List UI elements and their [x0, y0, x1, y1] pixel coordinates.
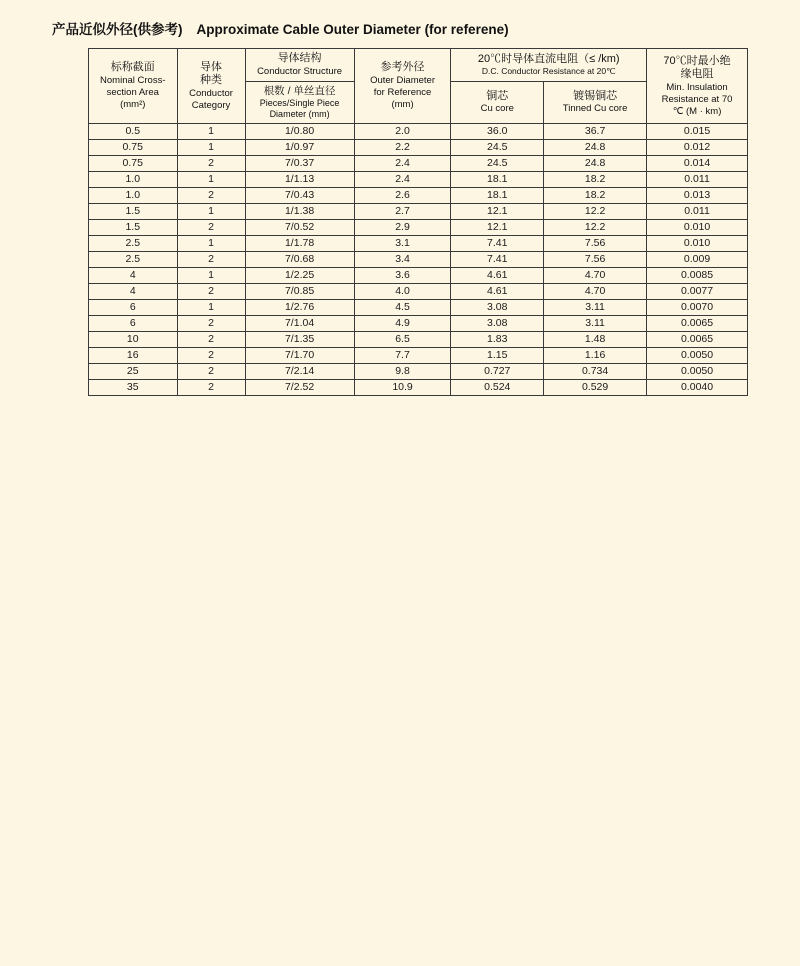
- cell-conductor-structure: 1/2.25: [245, 268, 354, 284]
- cell-cu-core-resistance: 36.0: [451, 124, 544, 140]
- cell-tinned-cu-core-resistance: 1.16: [544, 348, 647, 364]
- cell-tinned-cu-core-resistance: 24.8: [544, 140, 647, 156]
- header-min-insulation-resistance-unit: ℃ (M · km): [672, 105, 722, 117]
- table-row: [89, 172, 748, 188]
- table-row: [89, 316, 748, 332]
- header-min-insulation-resistance-cn2: 缘电阻: [680, 68, 714, 81]
- table-row: [89, 124, 748, 140]
- header-pieces-diameter-en1: Pieces/Single Piece: [259, 97, 340, 108]
- header-min-insulation-resistance-en1: Min. Insulation: [666, 82, 728, 94]
- cell-nominal-cross-section: 35: [89, 380, 178, 396]
- header-outer-diameter-cn: 参考外径: [380, 61, 425, 74]
- cell-min-insulation-resistance: 0.0077: [647, 284, 748, 300]
- cell-nominal-cross-section: 1.5: [89, 220, 178, 236]
- cell-tinned-cu-core-resistance: 24.8: [544, 156, 647, 172]
- table-row: [89, 188, 748, 204]
- cell-min-insulation-resistance: 0.0050: [647, 348, 748, 364]
- cell-tinned-cu-core-resistance: 4.70: [544, 284, 647, 300]
- cell-conductor-category: 2: [177, 188, 245, 204]
- header-conductor-category: [177, 49, 245, 124]
- header-nominal-cross-section: [89, 49, 178, 124]
- table-row: [89, 236, 748, 252]
- cell-conductor-structure: 7/1.35: [245, 332, 354, 348]
- cell-outer-diameter: 3.6: [354, 268, 451, 284]
- cell-nominal-cross-section: 0.5: [89, 124, 178, 140]
- header-dc-resistance-cn: 20℃时导体直流电阻（≤ /km): [477, 52, 620, 65]
- cell-conductor-category: 2: [177, 380, 245, 396]
- header-min-insulation-resistance: [647, 49, 748, 124]
- cell-cu-core-resistance: 1.15: [451, 348, 544, 364]
- header-nominal-cross-section-unit: (mm²): [120, 98, 146, 110]
- header-conductor-category-cn1: 导体: [200, 60, 223, 73]
- header-dc-resistance-en: D.C. Conductor Resistance at 20℃: [481, 66, 616, 77]
- table-header: [89, 49, 748, 124]
- cell-conductor-structure: 1/2.76: [245, 300, 354, 316]
- cell-nominal-cross-section: 0.75: [89, 156, 178, 172]
- cell-min-insulation-resistance: 0.0070: [647, 300, 748, 316]
- cell-conductor-structure: 7/2.52: [245, 380, 354, 396]
- header-outer-diameter-en2: for Reference: [373, 87, 432, 99]
- cell-min-insulation-resistance: 0.013: [647, 188, 748, 204]
- cell-nominal-cross-section: 16: [89, 348, 178, 364]
- document-title-bar: [0, 0, 800, 48]
- header-outer-diameter: [354, 49, 451, 124]
- table-row: [89, 364, 748, 380]
- header-cu-core: [451, 81, 544, 124]
- header-conductor-category-cn2: 种类: [200, 74, 223, 87]
- cell-tinned-cu-core-resistance: 18.2: [544, 172, 647, 188]
- header-cu-core-cn: 铜芯: [486, 89, 509, 102]
- cell-outer-diameter: 2.4: [354, 156, 451, 172]
- cell-outer-diameter: 2.9: [354, 220, 451, 236]
- cell-min-insulation-resistance: 0.012: [647, 140, 748, 156]
- cell-nominal-cross-section: 25: [89, 364, 178, 380]
- cell-nominal-cross-section: 6: [89, 316, 178, 332]
- cell-outer-diameter: 3.1: [354, 236, 451, 252]
- cell-conductor-category: 2: [177, 252, 245, 268]
- table-row: [89, 284, 748, 300]
- cell-cu-core-resistance: 7.41: [451, 252, 544, 268]
- header-conductor-structure: [245, 49, 354, 82]
- cell-conductor-structure: 1/1.78: [245, 236, 354, 252]
- cell-conductor-structure: 7/2.14: [245, 364, 354, 380]
- cell-conductor-category: 2: [177, 332, 245, 348]
- cell-tinned-cu-core-resistance: 1.48: [544, 332, 647, 348]
- cell-min-insulation-resistance: 0.015: [647, 124, 748, 140]
- cell-tinned-cu-core-resistance: 12.2: [544, 204, 647, 220]
- cell-outer-diameter: 4.0: [354, 284, 451, 300]
- header-min-insulation-resistance-cn1: 70℃时最小绝: [663, 54, 731, 67]
- cell-outer-diameter: 2.6: [354, 188, 451, 204]
- cell-outer-diameter: 4.9: [354, 316, 451, 332]
- cell-tinned-cu-core-resistance: 3.11: [544, 316, 647, 332]
- cell-cu-core-resistance: 4.61: [451, 284, 544, 300]
- cell-min-insulation-resistance: 0.0065: [647, 316, 748, 332]
- cell-tinned-cu-core-resistance: 0.734: [544, 364, 647, 380]
- cell-outer-diameter: 7.7: [354, 348, 451, 364]
- table-row: [89, 156, 748, 172]
- header-dc-resistance: [451, 49, 647, 82]
- cell-tinned-cu-core-resistance: 3.11: [544, 300, 647, 316]
- cell-min-insulation-resistance: 0.010: [647, 236, 748, 252]
- cell-tinned-cu-core-resistance: 4.70: [544, 268, 647, 284]
- cell-nominal-cross-section: 1.0: [89, 188, 178, 204]
- cell-cu-core-resistance: 12.1: [451, 220, 544, 236]
- cell-conductor-category: 1: [177, 124, 245, 140]
- header-outer-diameter-en1: Outer Diameter: [370, 75, 435, 87]
- header-pieces-diameter-cn: 根数 / 单丝直径: [263, 84, 336, 97]
- cell-cu-core-resistance: 0.524: [451, 380, 544, 396]
- cell-conductor-structure: 7/0.68: [245, 252, 354, 268]
- cell-cu-core-resistance: 4.61: [451, 268, 544, 284]
- cell-min-insulation-resistance: 0.0065: [647, 332, 748, 348]
- cell-min-insulation-resistance: 0.011: [647, 172, 748, 188]
- cell-conductor-category: 2: [177, 220, 245, 236]
- cell-nominal-cross-section: 10: [89, 332, 178, 348]
- table-row: [89, 300, 748, 316]
- cable-specification-table: [88, 48, 748, 396]
- cell-conductor-structure: 1/0.80: [245, 124, 354, 140]
- cell-cu-core-resistance: 3.08: [451, 300, 544, 316]
- cell-outer-diameter: 9.8: [354, 364, 451, 380]
- cell-cu-core-resistance: 1.83: [451, 332, 544, 348]
- header-row-primary: [89, 49, 748, 82]
- cell-cu-core-resistance: 24.5: [451, 156, 544, 172]
- cell-min-insulation-resistance: 0.009: [647, 252, 748, 268]
- cell-conductor-category: 2: [177, 156, 245, 172]
- cell-tinned-cu-core-resistance: 7.56: [544, 236, 647, 252]
- table-row: [89, 380, 748, 396]
- cell-min-insulation-resistance: 0.0050: [647, 364, 748, 380]
- cell-conductor-category: 2: [177, 364, 245, 380]
- header-cu-core-en: Cu core: [480, 103, 514, 115]
- cell-cu-core-resistance: 12.1: [451, 204, 544, 220]
- header-tinned-cu-core: [544, 81, 647, 124]
- cell-cu-core-resistance: 0.727: [451, 364, 544, 380]
- cell-conductor-structure: 7/0.85: [245, 284, 354, 300]
- cell-outer-diameter: 10.9: [354, 380, 451, 396]
- cell-nominal-cross-section: 1.5: [89, 204, 178, 220]
- cell-conductor-structure: 7/0.43: [245, 188, 354, 204]
- cell-conductor-category: 1: [177, 172, 245, 188]
- cell-tinned-cu-core-resistance: 0.529: [544, 380, 647, 396]
- header-tinned-cu-core-cn: 镀锡铜芯: [573, 89, 618, 102]
- header-nominal-cross-section-en1: Nominal Cross-: [100, 75, 166, 87]
- cell-cu-core-resistance: 3.08: [451, 316, 544, 332]
- cell-conductor-structure: 7/0.37: [245, 156, 354, 172]
- cell-conductor-category: 1: [177, 204, 245, 220]
- cell-outer-diameter: 2.4: [354, 172, 451, 188]
- cell-nominal-cross-section: 0.75: [89, 140, 178, 156]
- header-conductor-structure-sub: [245, 81, 354, 124]
- cell-min-insulation-resistance: 0.010: [647, 220, 748, 236]
- header-tinned-cu-core-en: Tinned Cu core: [562, 103, 628, 115]
- cell-conductor-category: 1: [177, 140, 245, 156]
- page-title-chinese: 产品近似外径(供参考): [52, 22, 183, 37]
- cell-conductor-category: 2: [177, 284, 245, 300]
- header-min-insulation-resistance-en2: Resistance at 70: [661, 93, 733, 105]
- spec-table-container: [88, 48, 748, 396]
- cell-nominal-cross-section: 2.5: [89, 252, 178, 268]
- cell-cu-core-resistance: 24.5: [451, 140, 544, 156]
- cell-conductor-structure: 7/1.70: [245, 348, 354, 364]
- cell-conductor-category: 1: [177, 300, 245, 316]
- cell-conductor-structure: 1/1.38: [245, 204, 354, 220]
- cell-min-insulation-resistance: 0.0040: [647, 380, 748, 396]
- header-outer-diameter-unit: (mm): [391, 98, 414, 110]
- header-conductor-category-en1: Conductor: [189, 88, 233, 99]
- cell-outer-diameter: 2.2: [354, 140, 451, 156]
- cell-min-insulation-resistance: 0.014: [647, 156, 748, 172]
- cell-tinned-cu-core-resistance: 7.56: [544, 252, 647, 268]
- cell-nominal-cross-section: 2.5: [89, 236, 178, 252]
- header-conductor-category-en2: Category: [191, 99, 231, 111]
- table-row: [89, 220, 748, 236]
- cell-min-insulation-resistance: 0.0085: [647, 268, 748, 284]
- header-nominal-cross-section-en2: section Area: [106, 87, 159, 99]
- cell-nominal-cross-section: 4: [89, 284, 178, 300]
- cell-conductor-category: 2: [177, 348, 245, 364]
- cell-nominal-cross-section: 6: [89, 300, 178, 316]
- cell-conductor-structure: 7/0.52: [245, 220, 354, 236]
- table-row: [89, 348, 748, 364]
- cell-nominal-cross-section: 4: [89, 268, 178, 284]
- cell-outer-diameter: 2.7: [354, 204, 451, 220]
- table-row: [89, 332, 748, 348]
- cell-conductor-structure: 7/1.04: [245, 316, 354, 332]
- header-pieces-diameter-en2: Diameter (mm): [269, 109, 330, 119]
- table-body: [89, 124, 748, 396]
- table-row: [89, 204, 748, 220]
- cell-conductor-structure: 1/0.97: [245, 140, 354, 156]
- cell-outer-diameter: 6.5: [354, 332, 451, 348]
- table-row: [89, 140, 748, 156]
- cell-outer-diameter: 4.5: [354, 300, 451, 316]
- cell-outer-diameter: 3.4: [354, 252, 451, 268]
- cell-cu-core-resistance: 18.1: [451, 172, 544, 188]
- cell-cu-core-resistance: 18.1: [451, 188, 544, 204]
- header-conductor-structure-en: Conductor Structure: [257, 65, 343, 77]
- header-conductor-structure-cn: 导体结构: [277, 52, 322, 64]
- table-row: [89, 268, 748, 284]
- header-nominal-cross-section-cn: 标称截面: [110, 61, 155, 74]
- cell-outer-diameter: 2.0: [354, 124, 451, 140]
- cell-conductor-category: 1: [177, 236, 245, 252]
- cell-conductor-category: 2: [177, 316, 245, 332]
- page-title-english: Approximate Cable Outer Diameter (for referene): [196, 22, 509, 37]
- cell-tinned-cu-core-resistance: 36.7: [544, 124, 647, 140]
- cell-tinned-cu-core-resistance: 12.2: [544, 220, 647, 236]
- table-row: [89, 252, 748, 268]
- cell-conductor-category: 1: [177, 268, 245, 284]
- cell-min-insulation-resistance: 0.011: [647, 204, 748, 220]
- cell-cu-core-resistance: 7.41: [451, 236, 544, 252]
- cell-nominal-cross-section: 1.0: [89, 172, 178, 188]
- cell-tinned-cu-core-resistance: 18.2: [544, 188, 647, 204]
- cell-conductor-structure: 1/1.13: [245, 172, 354, 188]
